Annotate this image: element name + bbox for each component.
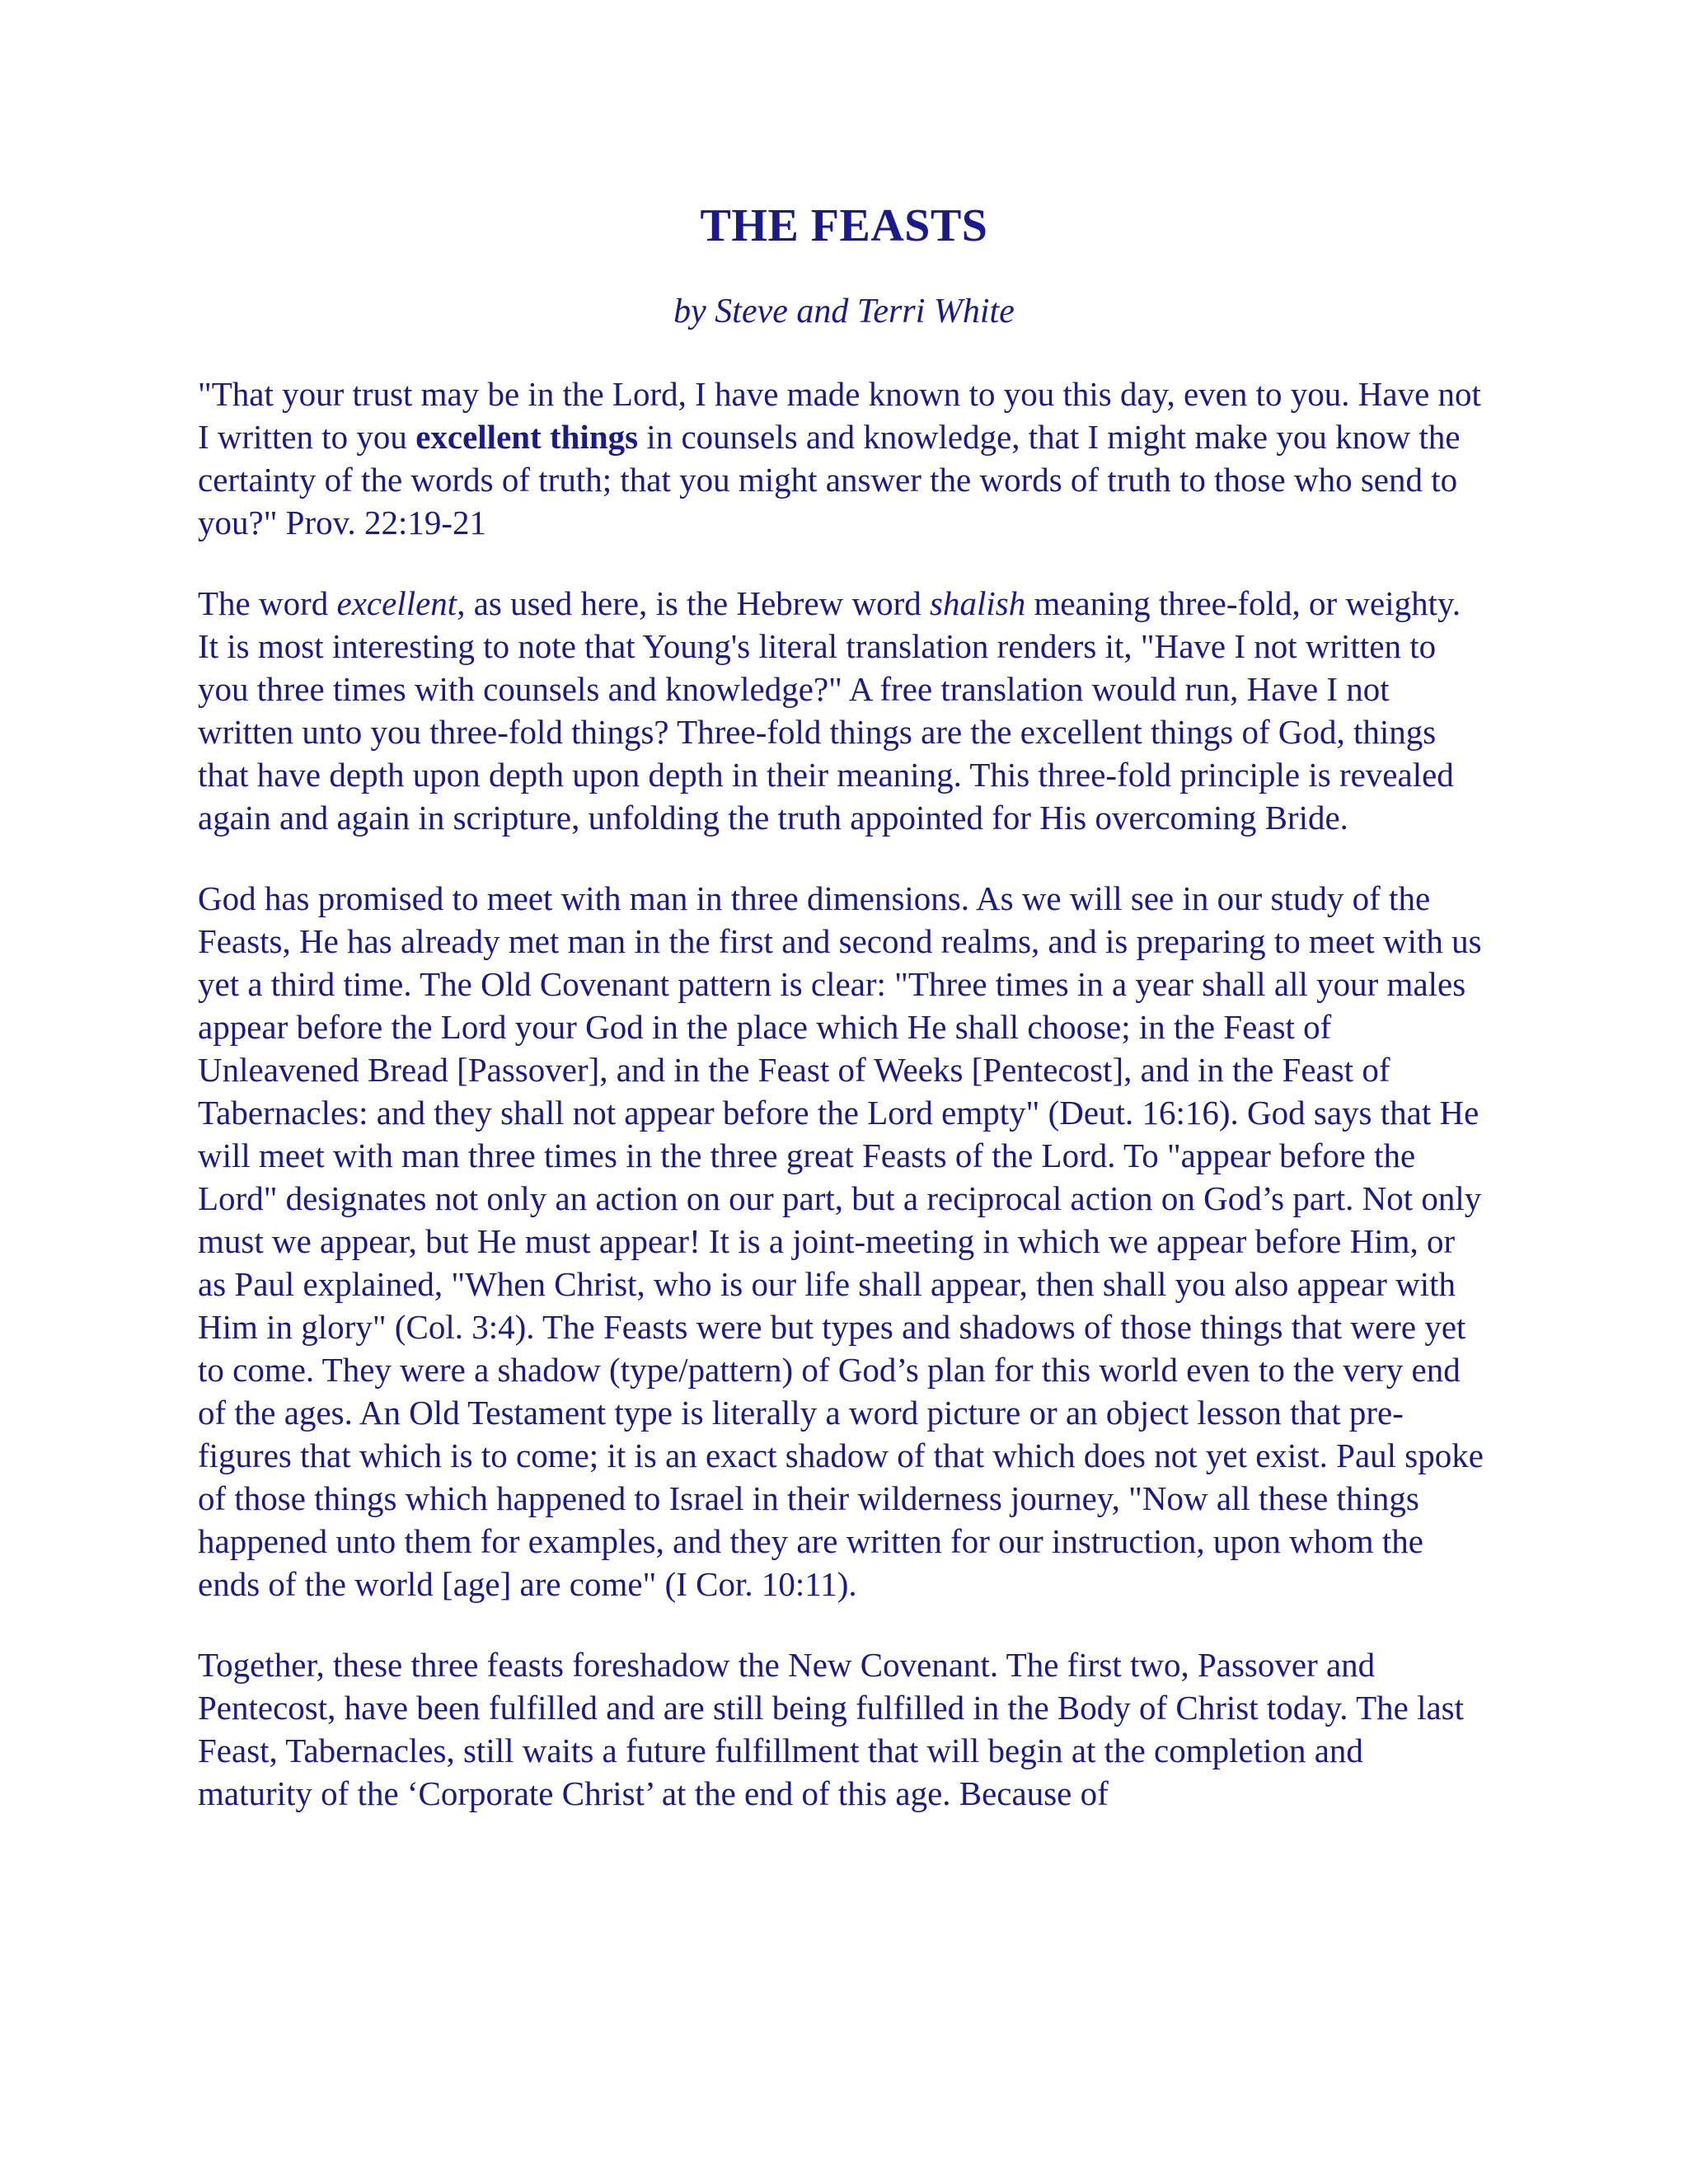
paragraph-1 bbox=[198, 373, 1484, 544]
paragraph-3: God has promised to meet with man in three dimensions. As we will see in our study of the Feasts, He has already met man in the first and second realms, and is preparing to meet with us yet a third time. The Old Covenant pattern is clear: "Three times in a year shall all your males appear before the Lord your God in the place which He shall choose; in the Feast of Unleavened Bread [Passover], and in the Feast of Weeks [Pentecost], and in the Feast of Tabernacles: and they shall not appear before the Lord empty" (Deut. 16:16). God says that He will meet with man three times in the three great Feasts of the Lord. To "appear before the Lord" designates not only an action on our part, but a reciprocal action on God’s part. Not only must we appear, but He must appear! It is a joint-meeting in which we appear before Him, or as Paul explained, "When Christ, who is our life shall appear, then shall you also appear with Him in glory" (Col. 3:4). The Feasts were but types and shadows of those things that were yet to come. They were a shadow (type/pattern) of God’s plan for this world even to the very end of the ages. An Old Testament type is literally a word picture or an object lesson that pre-figures that which is to come; it is an exact shadow of that which does not yet exist. Paul spoke of those things which happened to Israel in their wilderness journey, "Now all these things happened unto them for examples, and they are written for our instruction, upon whom the ends of the world [age] are come" (I Cor. 10:11). bbox=[198, 879, 1484, 1603]
paragraph-2-text-c: meaning three-fold, or weighty. It is most interesting to note that Young's literal translation renders it, "Have I not written to you three times with counsels and knowledge?" A free translation would run, Have I not written unto you three-fold things? Three-fold things are the excellent things of God, things that have depth upon depth upon depth in their meaning. This three-fold principle is revealed again and again in scripture, unfolding the truth appointed for His overcoming Bride. bbox=[198, 584, 1461, 837]
paragraph-1-bold: excellent things bbox=[415, 418, 639, 456]
paragraph-1-text-a: "That your trust may be in the Lord, I have made known to you this day, even to you. Have not I written to you bbox=[198, 375, 1481, 456]
paragraph-2-italic-2: shalish bbox=[930, 584, 1026, 622]
paragraph-4: Together, these three feasts foreshadow the New Covenant. The first two, Passover and Pentecost, have been fulfilled and are still being fulfilled in the Body of Christ today. The last Feast, Tabernacles, still waits a future fulfillment that will begin at the completion and maturity of the ‘Corporate Christ’ at the end of this age. Because of bbox=[198, 1646, 1464, 1812]
document-byline: by Steve and Terri White bbox=[673, 293, 1015, 330]
paragraph-2-italic-1: excellent bbox=[336, 584, 457, 622]
paragraph-1-text-b: in counsels and knowledge, that I might make you know the certainty of the words of truth; that you might answer the words of truth to those who send to you?" Prov. 22:19-21 bbox=[198, 418, 1461, 541]
document-title: THE FEASTS bbox=[700, 200, 988, 251]
paragraph-2-text-a: The word bbox=[198, 584, 337, 622]
paragraph-2-text-b: , as used here, is the Hebrew word bbox=[457, 584, 931, 622]
paragraph-2 bbox=[198, 582, 1484, 839]
document-body bbox=[198, 373, 1484, 1853]
